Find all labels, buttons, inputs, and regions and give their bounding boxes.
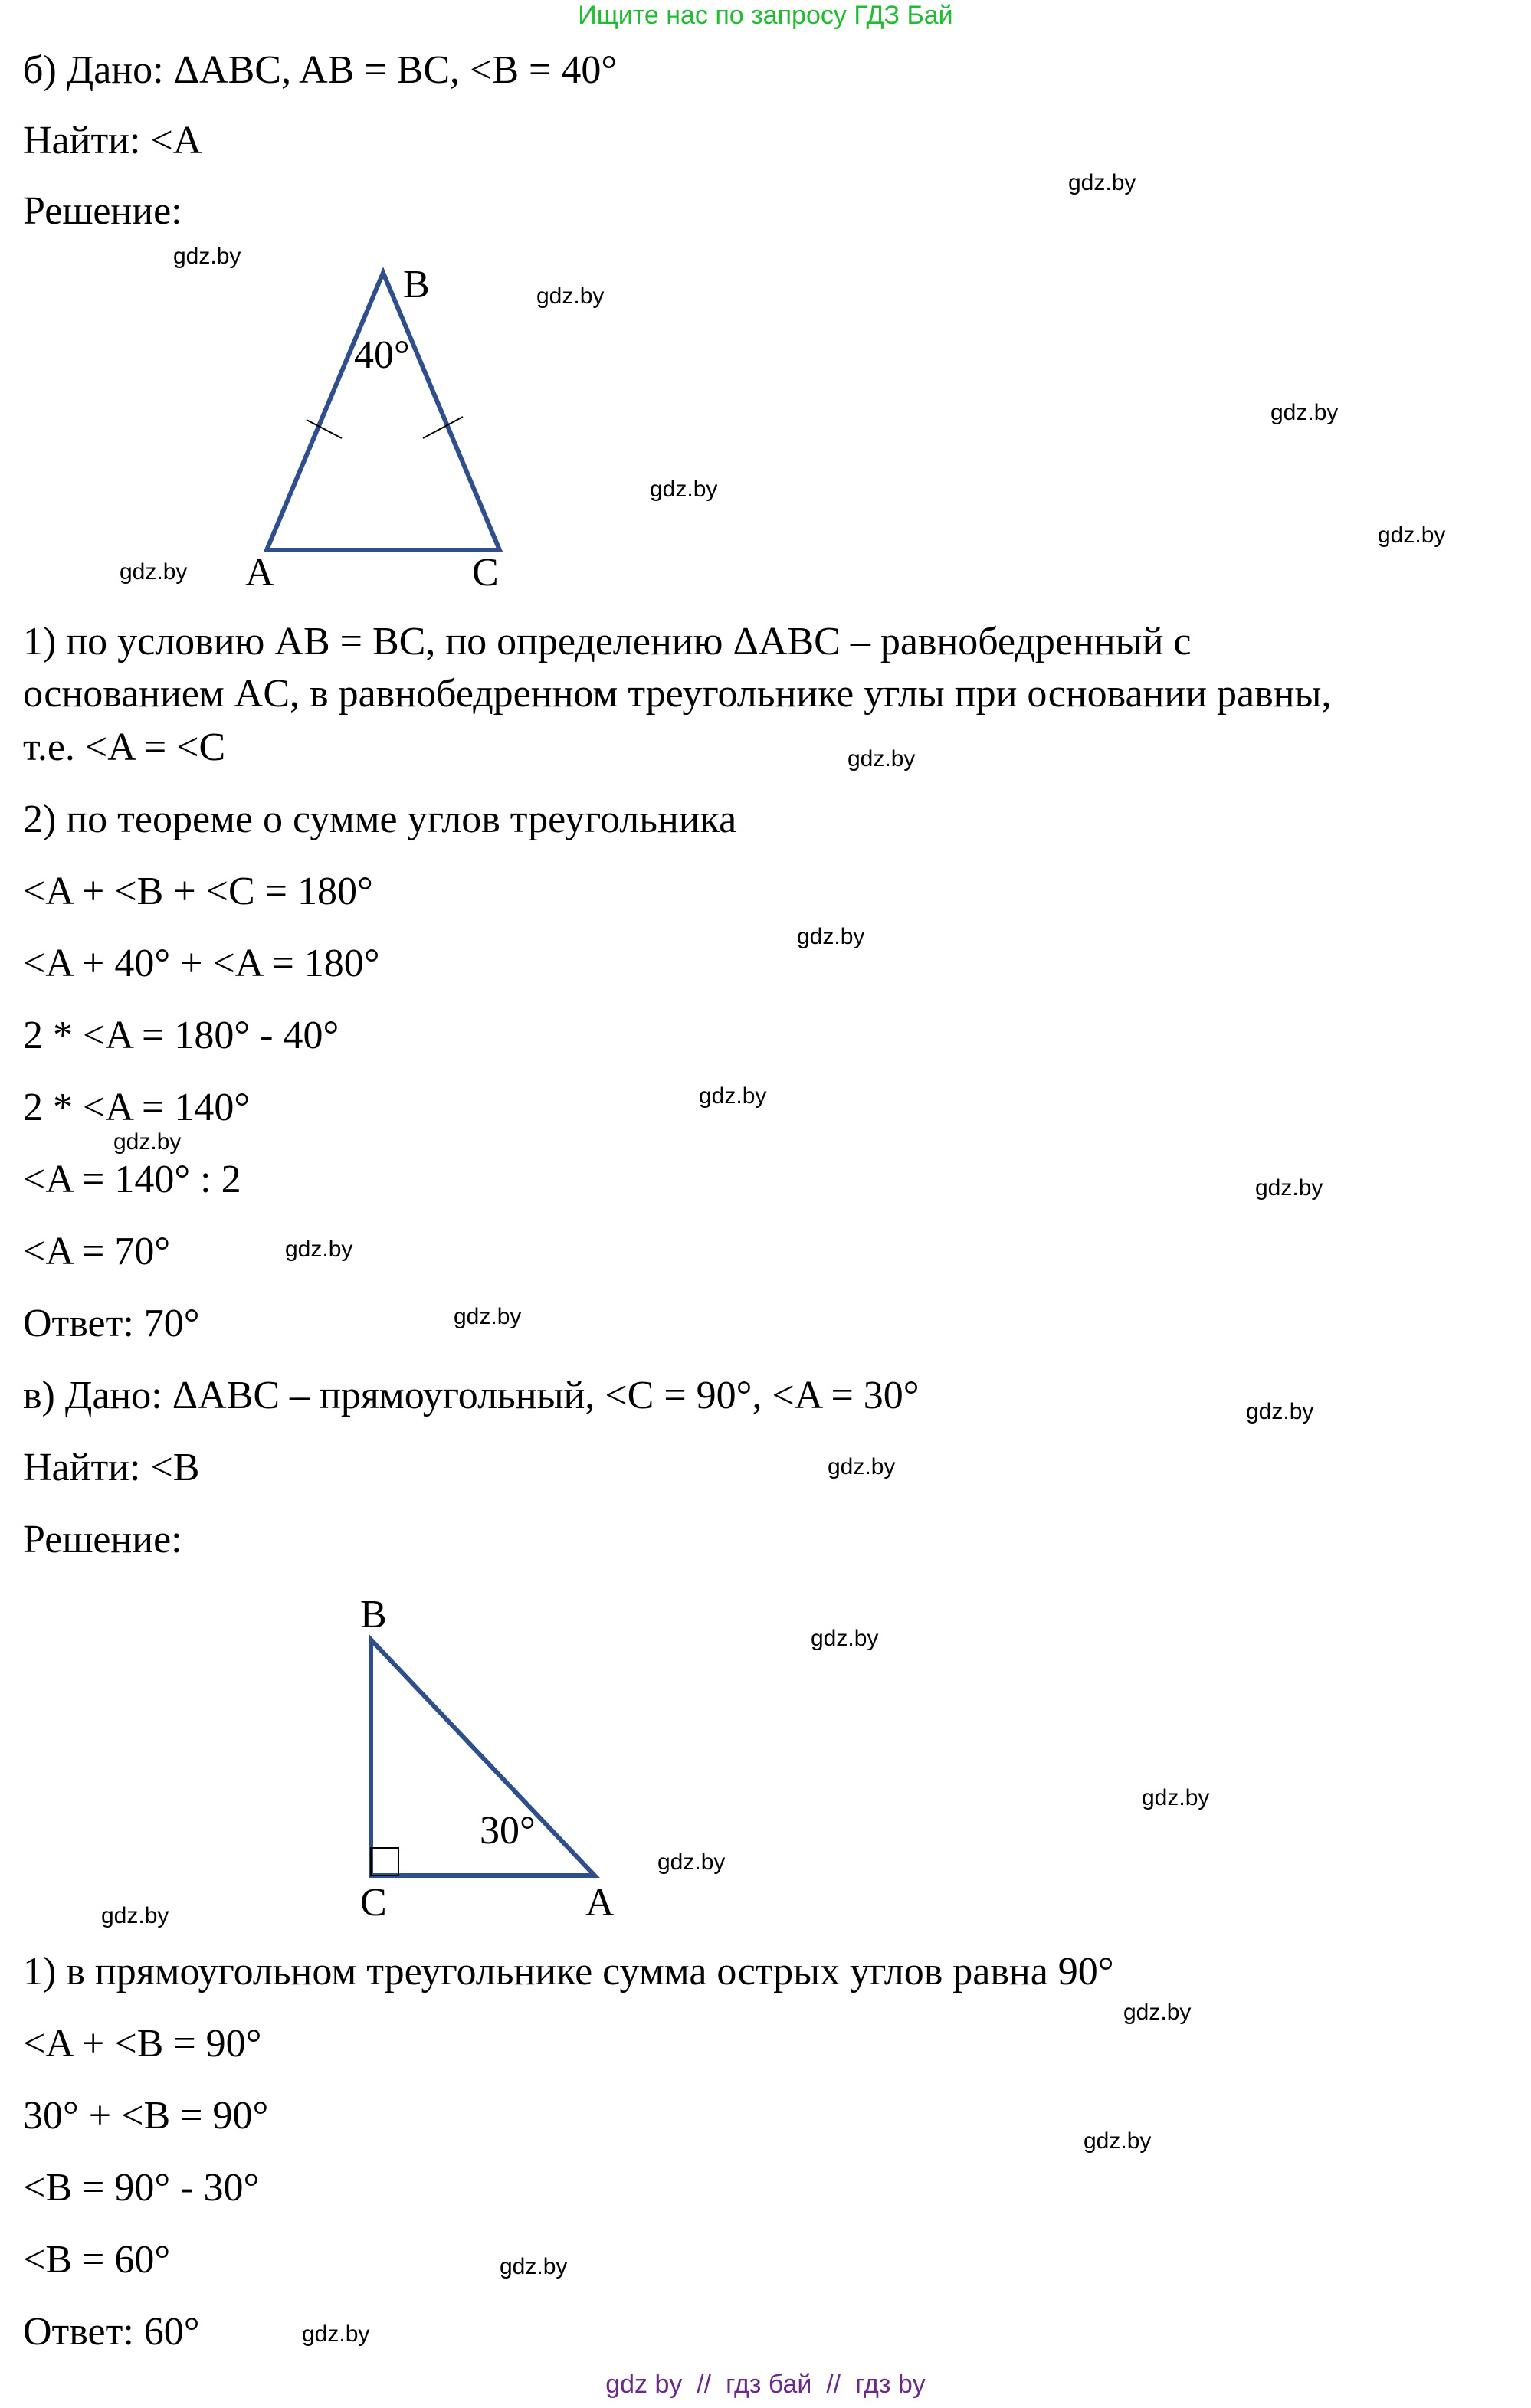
watermark: gdz.by (1378, 523, 1446, 548)
part-b-step1-line3: т.е. <A = <C (23, 726, 226, 769)
angle-a-label: 30° (480, 1809, 536, 1853)
vertex-c-label: C (472, 551, 499, 595)
vertex-a-label: A (585, 1881, 615, 1925)
triangle-abc-b (267, 273, 500, 550)
part-v-step1: 1) в прямоугольном треугольнике сумма острых углов равна 90° (23, 1950, 1114, 1994)
part-b-given: б) Дано: ΔABC, AB = BC, <B = 40° (23, 48, 618, 92)
vertex-c-label: C (360, 1881, 387, 1925)
watermark: gdz.by (120, 559, 188, 585)
top-banner: Ищите нас по запросу ГДЗ Бай (578, 1, 953, 30)
triangle-abc-v (371, 1640, 595, 1876)
tick-mark-bc (423, 417, 463, 438)
part-b-eq-1: <A + <B + <C = 180° (23, 870, 373, 913)
watermark: gdz.by (173, 244, 241, 269)
vertex-a-label: A (245, 551, 274, 595)
watermark: gdz.by (1068, 170, 1136, 195)
part-b-step1-line2: основанием AC, в равнобедренном треугольнике углы при основании равны, (23, 672, 1332, 716)
part-v-eq-2: 30° + <B = 90° (23, 2094, 269, 2138)
part-b-answer: Ответ: 70° (23, 1302, 200, 1345)
part-b-eq-4: 2 * <A = 140° (23, 1086, 251, 1129)
part-v-given: в) Дано: ΔABC – прямоугольный, <C = 90°, <A = 30° (23, 1374, 920, 1417)
part-b-step2: 2) по теореме о сумме углов треугольника (23, 798, 737, 841)
watermark: gdz.by (1255, 1175, 1323, 1201)
watermark: gdz.by (536, 283, 605, 309)
watermark: gdz.by (302, 2321, 370, 2347)
part-v-find: Найти: <B (23, 1446, 200, 1489)
part-b-step1-line1: 1) по условию AB = BC, по определению ΔABC – равнобедренный с (23, 620, 1192, 663)
vertex-b-label: B (360, 1593, 387, 1636)
watermark: gdz.by (1084, 2128, 1152, 2154)
tick-mark-ab (307, 420, 342, 438)
watermark: gdz.by (454, 1304, 522, 1329)
watermark: gdz.by (650, 477, 718, 502)
watermark: gdz.by (657, 1849, 726, 1875)
part-b-eq-5: <A = 140° : 2 (23, 1158, 241, 1201)
part-b-eq-3: 2 * <A = 180° - 40° (23, 1014, 339, 1057)
watermark: gdz.by (699, 1083, 767, 1109)
watermark: gdz.by (1142, 1785, 1210, 1810)
part-b-eq-2: <A + 40° + <A = 180° (23, 942, 380, 985)
watermark: gdz.by (101, 1903, 169, 1928)
watermark: gdz.by (1246, 1399, 1314, 1424)
part-v-eq-1: <A + <B = 90° (23, 2022, 262, 2066)
footer-links: gdz by // гдз бай // гдз by (605, 2370, 926, 2399)
watermark: gdz.by (1270, 400, 1339, 425)
watermark: gdz.by (113, 1129, 182, 1155)
part-b-eq-6: <A = 70° (23, 1230, 171, 1273)
watermark: gdz.by (500, 2254, 568, 2279)
part-b-find: Найти: <A (23, 119, 202, 162)
angle-b-label: 40° (354, 333, 410, 377)
right-angle-mark (371, 1848, 398, 1876)
part-v-eq-4: <B = 60° (23, 2238, 171, 2282)
part-b-solution-heading: Решение: (23, 189, 182, 233)
watermark: gdz.by (285, 1237, 353, 1262)
watermark: gdz.by (811, 1626, 879, 1651)
watermark: gdz.by (847, 746, 916, 772)
watermark: gdz.by (828, 1454, 896, 1479)
watermark: gdz.by (797, 924, 865, 949)
watermark: gdz.by (1123, 2000, 1192, 2025)
part-v-answer: Ответ: 60° (23, 2310, 200, 2354)
part-v-solution-heading: Решение: (23, 1518, 182, 1561)
vertex-b-label: B (403, 263, 430, 306)
part-v-eq-3: <B = 90° - 30° (23, 2166, 260, 2210)
